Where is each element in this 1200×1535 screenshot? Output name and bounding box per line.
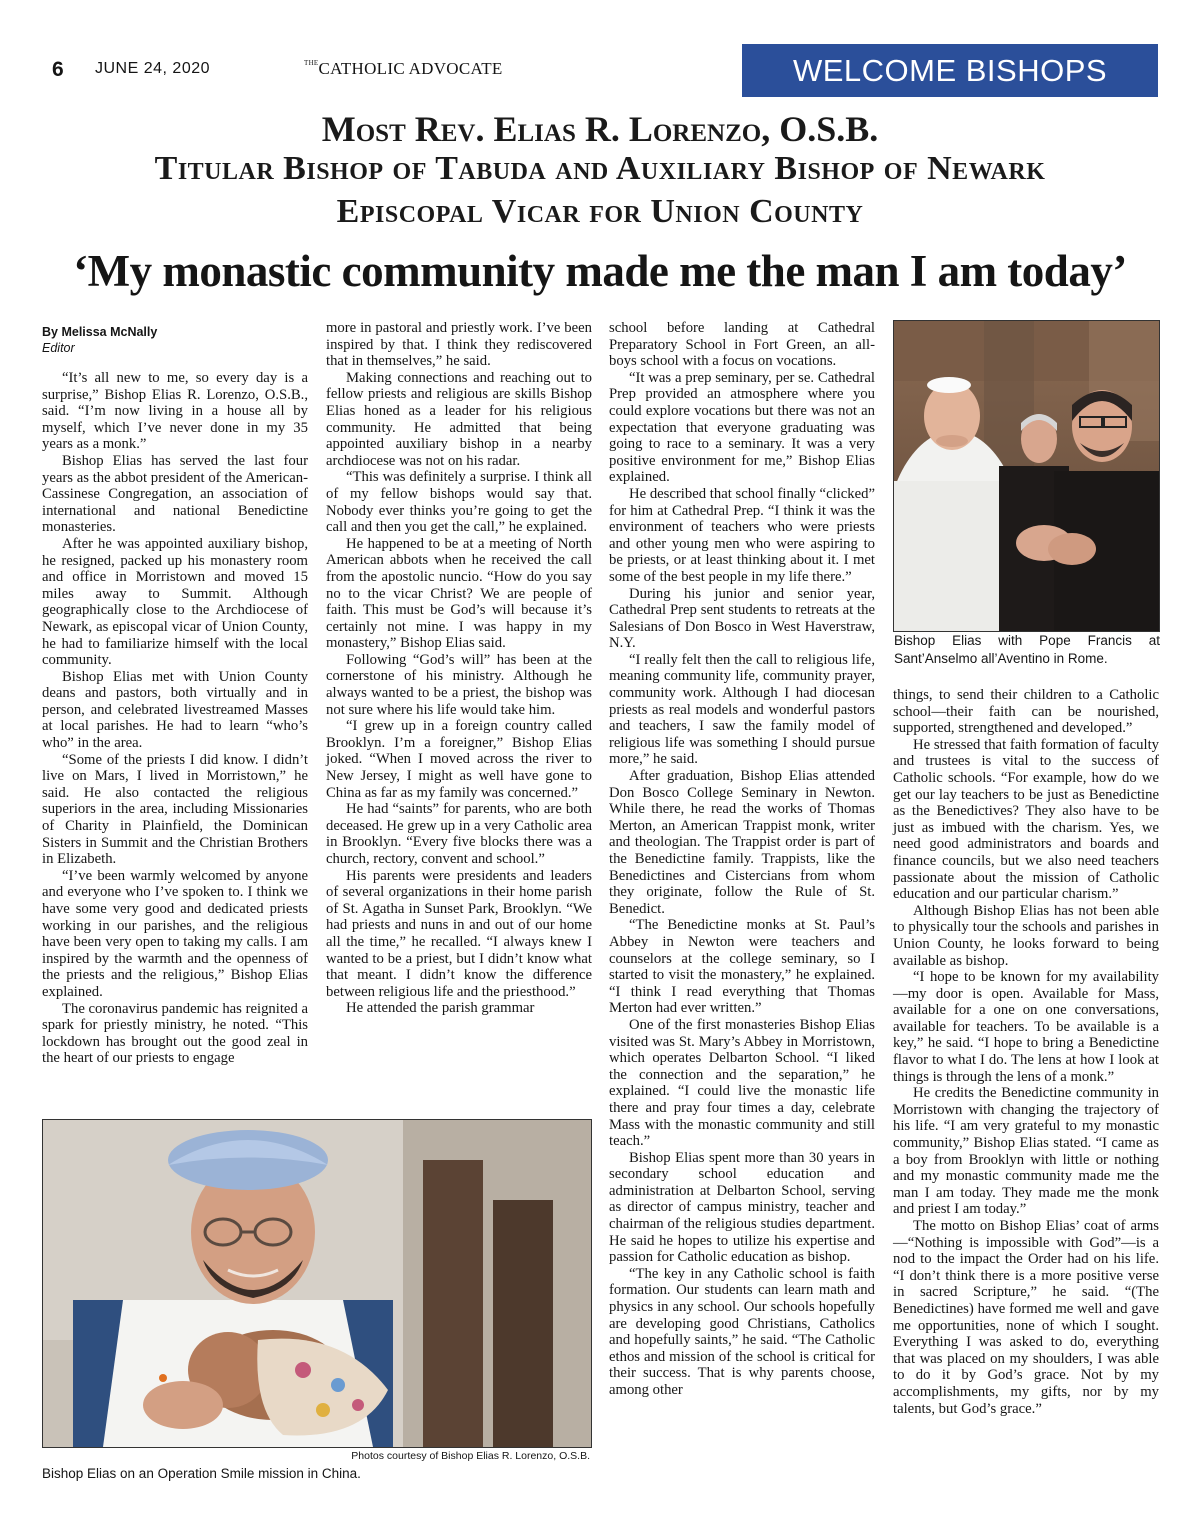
masthead [42, 52, 742, 88]
article-column-4 [893, 687, 1159, 1417]
paragraph: He attended the parish grammar [346, 1000, 535, 1017]
paragraph: Although Bishop Elias has not been able to physically tour the schools and parishes in Union County, he looks forward to being available as bishop. [893, 902, 1159, 969]
paragraph: “The key in any Catholic school is faith formation. Our students can learn math and physics in any school. Our schools hopefully are developing good Christians, Catholics and hopefully saints,” he said. “The Catholic ethos and mission of the school is critical for their success. That is why parents choose, among other [609, 1265, 875, 1398]
byline-name: By Melissa McNally [42, 325, 158, 339]
paragraph: “It’s all new to me, so every day is a surprise,” Bishop Elias R. Lorenzo, O.S.B., said. “I’m now living in a house all by myself, which I’ve never done in my 35 years as a monk.” [42, 370, 308, 453]
paragraph: He described that school finally “clicked” for him at Cathedral Prep. “I think it was the environment of teachers who were priests and other young men who were aspiring to be priests, or at least thinking about it. I met some of the best people in my life there.” [609, 485, 875, 585]
byline [42, 324, 308, 356]
paragraph: During his junior and senior year, Cathedral Prep sent students to retreats at the Salesians of Don Bosco in West Haverstraw, N.Y. [609, 585, 875, 652]
issue-date: JUNE 24, 2020 [95, 60, 211, 77]
paragraph: “The Benedictine monks at St. Paul’s Abbey in Newton were teachers and counselors at the college seminary, so I started to visit the monastery,” he explained. “I think I read everything that Thomas Merton had ever written.” [609, 917, 875, 1017]
paragraph: “Some of the priests I did know. I didn’t live on Mars, I lived in Morristown,” he said. He also contacted the religious superiors in the area, including Missionaries of Charity in Plainfield, the Dominican Sisters in Summit and the Christian Brothers in Elizabeth. [42, 751, 308, 868]
paragraph: The motto on Bishop Elias’ coat of arms—“Nothing is impossible with God”—is a nod to the impact the Order had on his life. “I don’t think there is a more positive verse in sacred Scripture,” he said. “(The Benedictines) have formed me well and gave me opportunities, none of which I sought. Everything I was asked to do, everything that was placed on my shoulders, I was able to do it by God’s grace. Not by my accomplishments, my gifts, nor by my talents, but God’s grace.” [893, 1218, 1159, 1417]
photo-pope-francis [893, 320, 1160, 632]
paragraph: “It was a prep seminary, per se. Cathedral Prep provided an atmosphere where you could explore vocations but there was not an expectation that everyone graduating was going to race to a seminary. It was a very positive environment for me,” Bishop Elias explained. [609, 369, 875, 486]
publication-title: CATHOLIC ADVOCATE [318, 59, 503, 78]
paragraph: After graduation, Bishop Elias attended Don Bosco College Seminary in Newton. While there, he read the works of Thomas Merton, an American Trappist monk, writer and theologian. The Trappist order is part of the Benedictine family. Trappists, like the Benedictines and Cistercians from whom they originate, follow the Rule of St. Benedict. [609, 768, 875, 917]
paragraph: The coronavirus pandemic has reignited a spark for priestly ministry, he noted. “This lockdown has brought out the good zeal in the heart of our priests to engage [42, 1000, 308, 1067]
photo-operation-smile [42, 1119, 592, 1448]
section-banner: WELCOME BISHOPS [742, 44, 1158, 97]
title-line-2: Titular Bishop of Tabuda and Auxiliary Bishop of Newark [154, 150, 1046, 187]
article-column-2 [326, 320, 592, 1017]
paragraph: “I hope to be known for my availability—my door is open. Available for Mass, available for a one on one conversations, available for teachers. To be available is a key,” he said. “I hope to bring a Benedictine flavor to what I do. The lens at how I look at things is through the lens of a monk.” [893, 969, 1159, 1085]
paragraph: He had “saints” for parents, who are both deceased. He grew up in a very Catholic area in Brooklyn. “Every five blocks there was a church, rectory, convent and school.” [326, 801, 592, 867]
title-line-1: Most Rev. Elias R. Lorenzo, O.S.B. [321, 109, 879, 149]
paragraph: more in pastoral and priestly work. I’ve been inspired by that. I think they rediscovered that in themselves,” he said. [326, 320, 592, 370]
photo-caption-china: Bishop Elias on an Operation Smile mission in China. [42, 1466, 361, 1481]
paragraph: He happened to be at a meeting of North American abbots when he received the call from the apostolic nuncio. “How do you say no to the vicar Christ? We are people of faith. This must be God’s will because it’s certainly not mine. I was happy in my monastery,” Bishop Elias said. [326, 535, 592, 652]
paragraph: He credits the Benedictine community in Morristown with changing the trajectory of his life. “I am very grateful to my monastic community,” Bishop Elias stated. “I came as a boy from Brooklyn with little or nothing and my monastic community made me the man I am today. They made me the monk and priest I am today.” [893, 1085, 1159, 1218]
publication-name [304, 59, 503, 79]
paragraph: He stressed that faith formation of faculty and trustees is vital to the success of Catholic schools. “For example, how do we get our lay teachers to be just as Benedictine as the Benedictives? They also have to be just as imbued with the charism. Yes, we need good administrators and boards and finance councils, but we also need teachers passionate about the mission of Catholic education and our particular charism.” [893, 736, 1159, 903]
paragraph: “I’ve been warmly welcomed by anyone and everyone who I’ve spoken to. I think we have some very good and dedicated priests working in our parishes, and the religious have been very open to taking my calls. I am inspired by the warmth and the openness of the priests and the religious,” Bishop Elias explained. [42, 867, 308, 1000]
article-column-1 [42, 324, 308, 1067]
photo-operation-smile-illustration [43, 1120, 591, 1447]
paragraph: “I grew up in a foreign country called Brooklyn. I’m a foreigner,” Bishop Elias joked. “When I moved across the river to New Jersey, I might as well have gone to China as far as my family was concerned.” [326, 718, 592, 801]
paragraph: “This was definitely a surprise. I think all of my fellow bishops would say that. Nobody ever thinks you’re going to get the call and then you get the call,” he explained. [326, 469, 592, 536]
headline: ‘My monastic community made me the man I am today’ [73, 246, 1127, 296]
byline-role: Editor [42, 341, 75, 355]
photo-pope-francis-illustration [894, 321, 1159, 631]
paragraph: After he was appointed auxiliary bishop, he resigned, packed up his monastery room and office in Morristown and moved 15 miles away to Summit. Although geographically close to the Archdiocese of Newark, as episcopal vicar of Union County, he had to familiarize himself with the local community. [42, 535, 308, 669]
paragraph: Bishop Elias met with Union County deans and pastors, both virtually and in person, and celebrated livestreamed Masses at local parishes. He had to learn “who’s who” in the area. [42, 668, 308, 752]
paragraph: His parents were presidents and leaders of several organizations in their home parish of St. Agatha in Sunset Park, Brooklyn. “We had priests and nuns in and out of our home all the time,” he recalled. “I always knew I wanted to be a priest, but I didn’t know what that meant. I didn’t know the difference between religious life and the priesthood.” [326, 867, 592, 1000]
paragraph: “I really felt then the call to religious life, meaning community life, community prayer, community work. Although I had diocesan priests as real models and wonderful pastors and teachers, I saw the family model of religious life was something I should pursue more,” he said. [609, 651, 875, 768]
paragraph: Making connections and reaching out to fellow priests and religious are skills Bishop Elias honed as a leader for his religious community. He admitted that being appointed auxiliary bishop in a nearby archdiocese was not on his radar. [326, 369, 592, 469]
photo-caption-pope: Bishop Elias with Pope Francis at Sant’Anselmo all’Aventino in Rome. [894, 633, 1160, 666]
publication-the: THE [304, 59, 319, 67]
paragraph: school before landing at Cathedral Preparatory School in Fort Green, an all-boys school with a focus on vocations. [609, 320, 875, 370]
paragraph: One of the first monasteries Bishop Elias visited was St. Mary’s Abbey in Morristown, which operates Delbarton School. “I liked the connection and the separation,” he explained. “I could live the monastic life there and pray four times a day, celebrate Mass with the monastic community and still teach.” [609, 1016, 875, 1150]
paragraph: Bishop Elias spent more than 30 years in secondary school education and administration at Delbarton School, serving as director of campus ministry, teacher and chairman of the religious studies department. He said he hopes to utilize his expertise and passion for Catholic education as bishop. [609, 1149, 875, 1266]
page-number: 6 [52, 58, 64, 81]
title-line-3: Episcopal Vicar for Union County [336, 193, 864, 230]
photo-credit: Photos courtesy of Bishop Elias R. Lorenzo, O.S.B. [351, 1450, 590, 1462]
paragraph: Following “God’s will” has been at the cornerstone of his ministry. Although he always wanted to be a priest, the bishop was not sure where his life would take him. [326, 651, 592, 718]
paragraph: Bishop Elias has served the last four years as the abbot president of the American-Cassinese Congregation, an association of international and national Benedictine monasteries. [42, 452, 308, 536]
paragraph: things, to send their children to a Catholic school—their faith can be nourished, supported, strengthened and developed.” [893, 687, 1159, 737]
article-column-3 [609, 320, 875, 1399]
